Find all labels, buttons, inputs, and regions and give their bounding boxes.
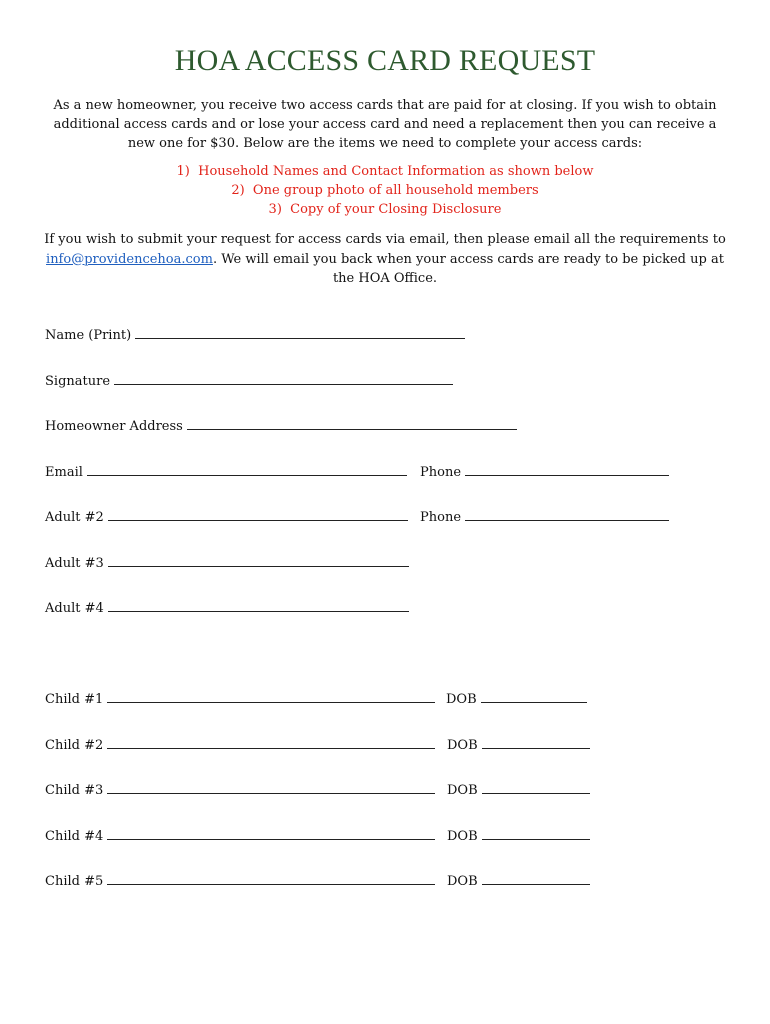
- child-2-dob-line[interactable]: [482, 747, 590, 749]
- adult-2-field[interactable]: [45, 509, 408, 527]
- name-label: Name (Print): [45, 328, 132, 343]
- child-3-label: Child #3: [45, 783, 104, 798]
- requirements-list: [0, 162, 770, 219]
- email-instructions: [44, 230, 726, 289]
- email-line[interactable]: [87, 474, 407, 476]
- child-5-line[interactable]: [107, 883, 435, 885]
- adult-4-line[interactable]: [108, 610, 409, 612]
- name-line[interactable]: [135, 337, 465, 339]
- child-3-dob-field[interactable]: [447, 782, 590, 800]
- email-link[interactable]: info@providencehoa.com: [46, 251, 213, 267]
- adult-4-label: Adult #4: [45, 601, 104, 616]
- page-title: HOA ACCESS CARD REQUEST: [174, 44, 596, 77]
- phone-label: Phone: [420, 465, 462, 480]
- adult-3-field[interactable]: [45, 555, 409, 573]
- adult-2-label: Adult #2: [45, 510, 104, 525]
- child-4-dob-field[interactable]: [447, 828, 590, 846]
- adult-3-line[interactable]: [108, 565, 409, 567]
- child-1-label: Child #1: [45, 692, 104, 707]
- child-1-dob-label: DOB: [446, 692, 477, 707]
- child-5-field[interactable]: [45, 873, 435, 891]
- child-4-line[interactable]: [107, 838, 435, 840]
- child-3-field[interactable]: [45, 782, 435, 800]
- child-5-label: Child #5: [45, 874, 104, 889]
- phone-field[interactable]: [420, 464, 669, 482]
- requirement-item: 2) One group photo of all household members: [231, 183, 539, 198]
- child-2-dob-field[interactable]: [447, 737, 590, 755]
- child-4-dob-line[interactable]: [482, 838, 590, 840]
- email-note-before: If you wish to submit your request for access cards via email, then please email all the requirements to: [44, 232, 726, 247]
- adult-4-field[interactable]: [45, 600, 409, 618]
- child-5-dob-field[interactable]: [447, 873, 590, 891]
- adult-3-label: Adult #3: [45, 556, 104, 571]
- adult-2-phone-field[interactable]: [420, 509, 669, 527]
- child-4-dob-label: DOB: [447, 829, 478, 844]
- address-field[interactable]: [45, 418, 517, 436]
- child-5-dob-label: DOB: [447, 874, 478, 889]
- email-note-after: . We will email you back when your access cards are ready to be picked up at the HOA Office.: [212, 251, 724, 286]
- name-field[interactable]: [45, 327, 465, 345]
- child-1-field[interactable]: [45, 691, 435, 709]
- child-2-label: Child #2: [45, 738, 104, 753]
- address-line[interactable]: [187, 428, 517, 430]
- signature-line[interactable]: [114, 383, 453, 385]
- intro-paragraph: As a new homeowner, you receive two access cards that are paid for at closing. If you wish to obtain additional access cards and or lose your access card and need a replacement then you can receive a new one for $30. Below are the items we need to complete your access cards:: [53, 98, 717, 151]
- child-3-dob-label: DOB: [447, 783, 478, 798]
- email-field[interactable]: [45, 464, 407, 482]
- email-label: Email: [45, 465, 83, 480]
- child-1-line[interactable]: [107, 701, 435, 703]
- child-2-field[interactable]: [45, 737, 435, 755]
- child-3-dob-line[interactable]: [482, 792, 590, 794]
- child-2-line[interactable]: [107, 747, 435, 749]
- adult-2-line[interactable]: [108, 519, 408, 521]
- adult-2-phone-label: Phone: [420, 510, 462, 525]
- signature-label: Signature: [45, 374, 111, 389]
- phone-line[interactable]: [465, 474, 669, 476]
- requirement-item: 3) Copy of your Closing Disclosure: [268, 202, 502, 217]
- address-label: Homeowner Address: [45, 419, 183, 434]
- child-4-field[interactable]: [45, 828, 435, 846]
- child-5-dob-line[interactable]: [482, 883, 590, 885]
- child-1-dob-field[interactable]: [446, 691, 587, 709]
- adult-2-phone-line[interactable]: [465, 519, 669, 521]
- signature-field[interactable]: [45, 373, 453, 391]
- child-2-dob-label: DOB: [447, 738, 478, 753]
- requirement-item: 1) Household Names and Contact Information as shown below: [176, 164, 594, 179]
- child-4-label: Child #4: [45, 829, 104, 844]
- child-3-line[interactable]: [107, 792, 435, 794]
- child-1-dob-line[interactable]: [481, 701, 587, 703]
